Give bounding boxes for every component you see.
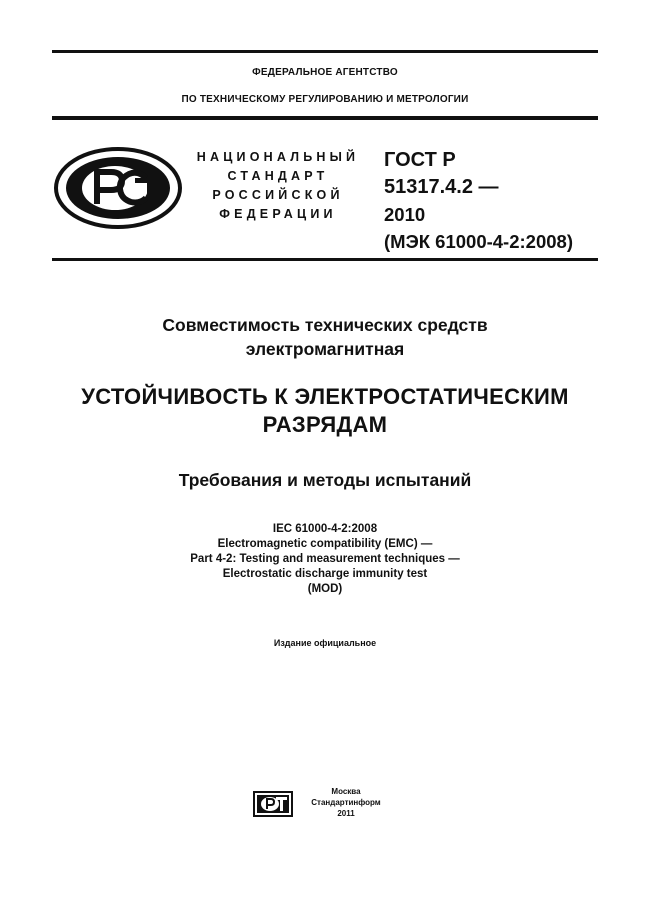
national-line-4: ФЕДЕРАЦИИ (219, 207, 337, 221)
title-line-1: Совместимость технических средств (162, 315, 488, 335)
national-standard-block (188, 148, 368, 224)
publisher-year: 2011 (337, 809, 355, 818)
main-title-line-2: РАЗРЯДАМ (262, 412, 388, 437)
main-title (40, 383, 610, 439)
title-block (40, 313, 610, 361)
subtitle: Требования и методы испытаний (178, 470, 472, 490)
national-line-2: СТАНДАРТ (227, 169, 329, 183)
main-title-line-1: УСТОЙЧИВОСТЬ К ЭЛЕКТРОСТАТИЧЕСКИМ (81, 384, 569, 409)
standard-designation (384, 147, 573, 255)
national-line-3: РОССИЙСКОЙ (212, 188, 344, 202)
rst-certification-logo-icon (53, 146, 183, 230)
agency-line-1: ФЕДЕРАЛЬНОЕ АГЕНТСТВО (252, 67, 398, 78)
agency-line-2: ПО ТЕХНИЧЕСКОМУ РЕГУЛИРОВАНИЮ И МЕТРОЛОГИИ (181, 94, 469, 105)
publisher-block (298, 786, 394, 819)
national-line-1: НАЦИОНАЛЬНЫЙ (196, 150, 360, 164)
edition-label: Издание официальное (273, 638, 377, 648)
top-rule (52, 50, 598, 53)
designation-line-4: (МЭК 61000-4-2:2008) (384, 231, 573, 252)
iec-line-3: Part 4-2: Testing and measurement techniques — (190, 553, 460, 565)
designation-line-3: 2010 (384, 204, 426, 225)
publisher-name: Стандартинформ (311, 798, 381, 807)
designation-line-2: 51317.4.2 — (384, 176, 499, 198)
iec-reference (40, 522, 610, 597)
designation-rule (52, 258, 598, 261)
standartinform-logo-icon (253, 791, 293, 817)
designation-line-1: ГОСТ Р (384, 149, 456, 171)
iec-line-5: (MOD) (307, 583, 343, 595)
iec-line-4: Electrostatic discharge immunity test (222, 568, 428, 580)
header-rule (52, 116, 598, 120)
iec-line-2: Electromagnetic compatibility (EMC) — (217, 538, 433, 550)
publisher-city: Москва (331, 787, 361, 796)
iec-line-1: IEC 61000-4-2:2008 (272, 523, 378, 535)
title-line-2: электромагнитная (245, 339, 405, 359)
